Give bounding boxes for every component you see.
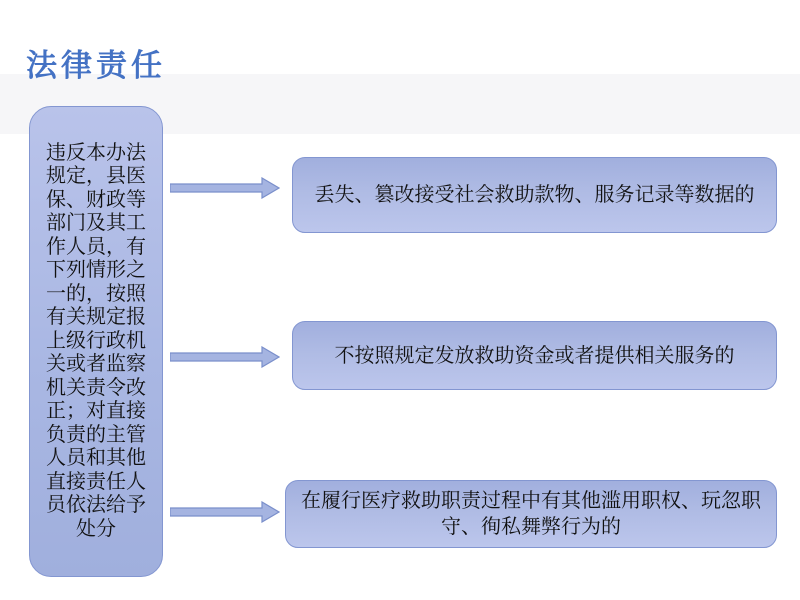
right-arrow-icon [170,346,280,368]
effect-box-2-text: 不按照规定发放救助资金或者提供相关服务的 [334,344,735,367]
effect-box-1 [292,157,777,233]
right-arrow-icon [170,177,280,199]
cause-box [29,106,163,577]
effect-box-3-text: 在履行医疗救助职责过程中有其他滥用职权、玩忽职守、徇私舞弊行为的 [301,490,761,538]
cause-box-text: 违反本办法规定，县医保、财政等部门及其工作人员，有下列情形之一的，按照有关规定报上级行政机关或者监察机关责令改正；对直接负责的主管人员和其他直接责任人员依法给予处分 [46,141,146,540]
right-arrow-icon [170,501,280,523]
effect-box-2 [292,321,777,390]
effect-box-1-text: 丢失、篡改接受社会救助款物、服务记录等数据的 [314,184,755,206]
effect-box-3 [285,480,777,548]
slide-title: 法律责任 [26,48,166,83]
